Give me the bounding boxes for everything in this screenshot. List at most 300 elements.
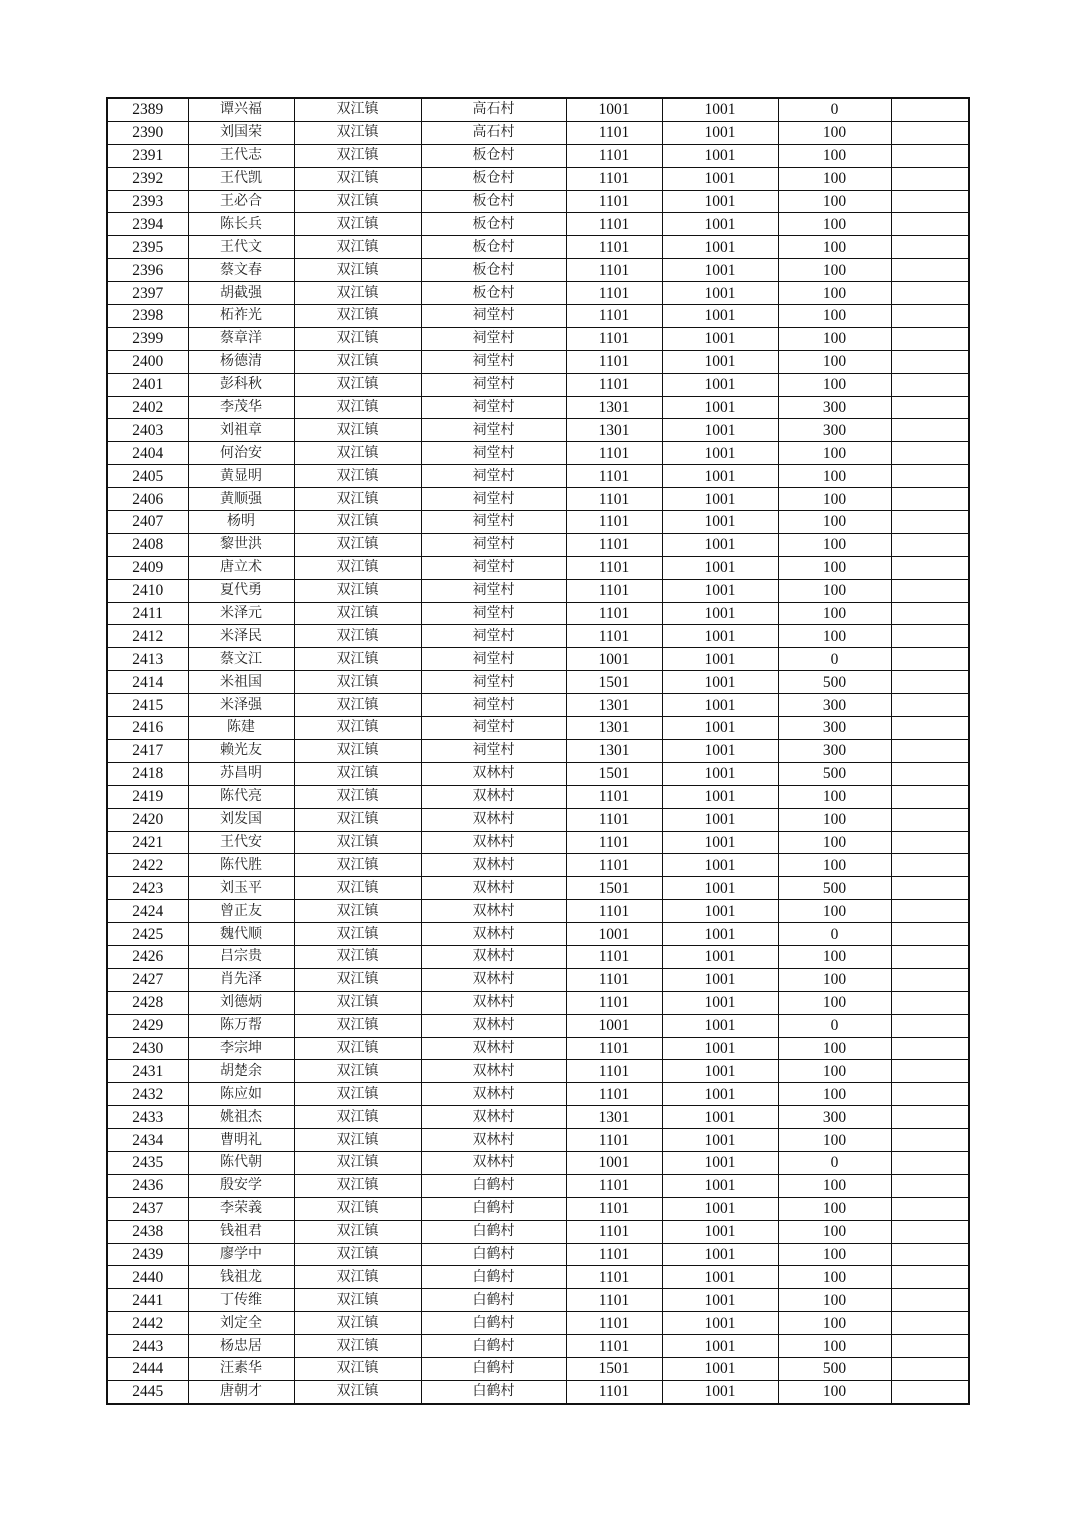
name-cell: 廖学中: [188, 1243, 294, 1266]
row-number-cell: 2409: [107, 556, 188, 579]
table-row: [107, 648, 969, 671]
remark-cell: [891, 831, 969, 854]
village-cell: 双林村: [421, 945, 566, 968]
name-cell: 魏代顺: [188, 923, 294, 946]
row-number-cell: 2445: [107, 1380, 188, 1403]
value-b-cell: 1001: [662, 1220, 778, 1243]
table-body: [107, 98, 969, 1404]
name-cell: 王代安: [188, 831, 294, 854]
amount-cell: 500: [778, 1357, 891, 1380]
amount-cell: 100: [778, 1060, 891, 1083]
town-cell: 双江镇: [294, 739, 421, 762]
name-cell: 吕宗贵: [188, 945, 294, 968]
value-a-cell: 1101: [566, 625, 662, 648]
table-row: [107, 900, 969, 923]
town-cell: 双江镇: [294, 1151, 421, 1174]
town-cell: 双江镇: [294, 694, 421, 717]
value-a-cell: 1101: [566, 167, 662, 190]
value-b-cell: 1001: [662, 717, 778, 740]
remark-cell: [891, 533, 969, 556]
table-row: [107, 785, 969, 808]
name-cell: 柘祚光: [188, 305, 294, 328]
town-cell: 双江镇: [294, 1106, 421, 1129]
name-cell: 汪素华: [188, 1357, 294, 1380]
village-cell: 白鹤村: [421, 1174, 566, 1197]
value-a-cell: 1101: [566, 991, 662, 1014]
name-cell: 蔡文春: [188, 259, 294, 282]
name-cell: 钱祖君: [188, 1220, 294, 1243]
value-a-cell: 1101: [566, 808, 662, 831]
name-cell: 李茂华: [188, 396, 294, 419]
row-number-cell: 2442: [107, 1312, 188, 1335]
village-cell: 祠堂村: [421, 648, 566, 671]
town-cell: 双江镇: [294, 1220, 421, 1243]
remark-cell: [891, 1335, 969, 1358]
remark-cell: [891, 98, 969, 121]
name-cell: 刘国荣: [188, 121, 294, 144]
amount-cell: 0: [778, 1151, 891, 1174]
value-b-cell: 1001: [662, 259, 778, 282]
row-number-cell: 2397: [107, 282, 188, 305]
village-cell: 白鹤村: [421, 1357, 566, 1380]
town-cell: 双江镇: [294, 465, 421, 488]
remark-cell: [891, 1037, 969, 1060]
remark-cell: [891, 1106, 969, 1129]
village-cell: 双林村: [421, 1129, 566, 1152]
town-cell: 双江镇: [294, 762, 421, 785]
town-cell: 双江镇: [294, 213, 421, 236]
amount-cell: 100: [778, 190, 891, 213]
name-cell: 米泽元: [188, 602, 294, 625]
village-cell: 祠堂村: [421, 717, 566, 740]
town-cell: 双江镇: [294, 831, 421, 854]
name-cell: 王必合: [188, 190, 294, 213]
town-cell: 双江镇: [294, 488, 421, 511]
amount-cell: 500: [778, 877, 891, 900]
amount-cell: 300: [778, 717, 891, 740]
value-a-cell: 1501: [566, 877, 662, 900]
row-number-cell: 2429: [107, 1014, 188, 1037]
name-cell: 殷安学: [188, 1174, 294, 1197]
town-cell: 双江镇: [294, 167, 421, 190]
amount-cell: 100: [778, 556, 891, 579]
remark-cell: [891, 1380, 969, 1403]
village-cell: 双林村: [421, 831, 566, 854]
value-b-cell: 1001: [662, 739, 778, 762]
value-a-cell: 1101: [566, 350, 662, 373]
village-cell: 祠堂村: [421, 396, 566, 419]
amount-cell: 100: [778, 511, 891, 534]
name-cell: 苏昌明: [188, 762, 294, 785]
value-b-cell: 1001: [662, 373, 778, 396]
town-cell: 双江镇: [294, 98, 421, 121]
row-number-cell: 2389: [107, 98, 188, 121]
town-cell: 双江镇: [294, 671, 421, 694]
name-cell: 何治安: [188, 442, 294, 465]
table-row: [107, 305, 969, 328]
row-number-cell: 2393: [107, 190, 188, 213]
remark-cell: [891, 1083, 969, 1106]
village-cell: 双林村: [421, 877, 566, 900]
remark-cell: [891, 1289, 969, 1312]
amount-cell: 100: [778, 1380, 891, 1403]
remark-cell: [891, 305, 969, 328]
village-cell: 双林村: [421, 1060, 566, 1083]
town-cell: 双江镇: [294, 854, 421, 877]
remark-cell: [891, 1357, 969, 1380]
name-cell: 王代凯: [188, 167, 294, 190]
town-cell: 双江镇: [294, 121, 421, 144]
amount-cell: 100: [778, 305, 891, 328]
village-cell: 祠堂村: [421, 602, 566, 625]
name-cell: 陈万帮: [188, 1014, 294, 1037]
name-cell: 刘德炳: [188, 991, 294, 1014]
row-number-cell: 2438: [107, 1220, 188, 1243]
amount-cell: 100: [778, 854, 891, 877]
village-cell: 板仓村: [421, 236, 566, 259]
table-row: [107, 625, 969, 648]
village-cell: 双林村: [421, 785, 566, 808]
value-a-cell: 1101: [566, 442, 662, 465]
table-row: [107, 1083, 969, 1106]
value-a-cell: 1001: [566, 1014, 662, 1037]
value-a-cell: 1101: [566, 305, 662, 328]
row-number-cell: 2405: [107, 465, 188, 488]
remark-cell: [891, 579, 969, 602]
town-cell: 双江镇: [294, 991, 421, 1014]
remark-cell: [891, 1220, 969, 1243]
amount-cell: 100: [778, 213, 891, 236]
village-cell: 祠堂村: [421, 625, 566, 648]
village-cell: 双林村: [421, 1106, 566, 1129]
village-cell: 祠堂村: [421, 579, 566, 602]
name-cell: 杨忠居: [188, 1335, 294, 1358]
table-row: [107, 373, 969, 396]
village-cell: 白鹤村: [421, 1289, 566, 1312]
value-b-cell: 1001: [662, 1357, 778, 1380]
table-row: [107, 533, 969, 556]
remark-cell: [891, 717, 969, 740]
amount-cell: 100: [778, 1129, 891, 1152]
town-cell: 双江镇: [294, 602, 421, 625]
table-row: [107, 991, 969, 1014]
value-a-cell: 1101: [566, 373, 662, 396]
value-a-cell: 1101: [566, 556, 662, 579]
amount-cell: 100: [778, 121, 891, 144]
value-a-cell: 1101: [566, 121, 662, 144]
value-b-cell: 1001: [662, 1129, 778, 1152]
value-b-cell: 1001: [662, 785, 778, 808]
row-number-cell: 2426: [107, 945, 188, 968]
value-a-cell: 1101: [566, 190, 662, 213]
value-a-cell: 1301: [566, 717, 662, 740]
value-b-cell: 1001: [662, 1243, 778, 1266]
amount-cell: 100: [778, 533, 891, 556]
table-row: [107, 923, 969, 946]
table-row: [107, 259, 969, 282]
value-a-cell: 1101: [566, 602, 662, 625]
village-cell: 板仓村: [421, 282, 566, 305]
row-number-cell: 2391: [107, 144, 188, 167]
value-a-cell: 1101: [566, 213, 662, 236]
value-b-cell: 1001: [662, 1380, 778, 1403]
value-a-cell: 1001: [566, 648, 662, 671]
value-b-cell: 1001: [662, 671, 778, 694]
village-cell: 双林村: [421, 808, 566, 831]
village-cell: 祠堂村: [421, 305, 566, 328]
name-cell: 李宗坤: [188, 1037, 294, 1060]
value-b-cell: 1001: [662, 1060, 778, 1083]
remark-cell: [891, 877, 969, 900]
town-cell: 双江镇: [294, 236, 421, 259]
name-cell: 杨德清: [188, 350, 294, 373]
row-number-cell: 2416: [107, 717, 188, 740]
table-row: [107, 1335, 969, 1358]
row-number-cell: 2390: [107, 121, 188, 144]
value-b-cell: 1001: [662, 350, 778, 373]
village-cell: 祠堂村: [421, 442, 566, 465]
table-row: [107, 236, 969, 259]
row-number-cell: 2406: [107, 488, 188, 511]
name-cell: 陈代亮: [188, 785, 294, 808]
remark-cell: [891, 694, 969, 717]
value-a-cell: 1501: [566, 1357, 662, 1380]
town-cell: 双江镇: [294, 419, 421, 442]
village-cell: 祠堂村: [421, 350, 566, 373]
town-cell: 双江镇: [294, 373, 421, 396]
table-row: [107, 602, 969, 625]
village-cell: 双林村: [421, 1014, 566, 1037]
row-number-cell: 2435: [107, 1151, 188, 1174]
row-number-cell: 2418: [107, 762, 188, 785]
name-cell: 蔡文江: [188, 648, 294, 671]
table-row: [107, 579, 969, 602]
town-cell: 双江镇: [294, 305, 421, 328]
value-a-cell: 1101: [566, 1174, 662, 1197]
name-cell: 夏代勇: [188, 579, 294, 602]
name-cell: 黄顺强: [188, 488, 294, 511]
table-row: [107, 762, 969, 785]
name-cell: 胡楚余: [188, 1060, 294, 1083]
table-row: [107, 854, 969, 877]
value-b-cell: 1001: [662, 190, 778, 213]
village-cell: 双林村: [421, 762, 566, 785]
remark-cell: [891, 671, 969, 694]
value-b-cell: 1001: [662, 98, 778, 121]
value-b-cell: 1001: [662, 1266, 778, 1289]
remark-cell: [891, 602, 969, 625]
value-b-cell: 1001: [662, 327, 778, 350]
row-number-cell: 2403: [107, 419, 188, 442]
row-number-cell: 2404: [107, 442, 188, 465]
town-cell: 双江镇: [294, 1243, 421, 1266]
row-number-cell: 2433: [107, 1106, 188, 1129]
town-cell: 双江镇: [294, 1014, 421, 1037]
remark-cell: [891, 923, 969, 946]
row-number-cell: 2421: [107, 831, 188, 854]
value-a-cell: 1301: [566, 694, 662, 717]
value-a-cell: 1101: [566, 945, 662, 968]
remark-cell: [891, 648, 969, 671]
value-b-cell: 1001: [662, 854, 778, 877]
value-b-cell: 1001: [662, 465, 778, 488]
row-number-cell: 2408: [107, 533, 188, 556]
value-a-cell: 1101: [566, 1037, 662, 1060]
row-number-cell: 2440: [107, 1266, 188, 1289]
value-b-cell: 1001: [662, 1289, 778, 1312]
table-row: [107, 968, 969, 991]
village-cell: 板仓村: [421, 259, 566, 282]
village-cell: 祠堂村: [421, 533, 566, 556]
row-number-cell: 2399: [107, 327, 188, 350]
remark-cell: [891, 1243, 969, 1266]
table-row: [107, 694, 969, 717]
value-b-cell: 1001: [662, 579, 778, 602]
remark-cell: [891, 396, 969, 419]
table-row: [107, 1129, 969, 1152]
amount-cell: 300: [778, 694, 891, 717]
row-number-cell: 2419: [107, 785, 188, 808]
value-a-cell: 1101: [566, 282, 662, 305]
table-row: [107, 877, 969, 900]
row-number-cell: 2443: [107, 1335, 188, 1358]
table-row: [107, 717, 969, 740]
town-cell: 双江镇: [294, 1037, 421, 1060]
amount-cell: 100: [778, 1289, 891, 1312]
row-number-cell: 2413: [107, 648, 188, 671]
row-number-cell: 2431: [107, 1060, 188, 1083]
value-a-cell: 1501: [566, 762, 662, 785]
value-a-cell: 1501: [566, 671, 662, 694]
table-row: [107, 121, 969, 144]
value-b-cell: 1001: [662, 1014, 778, 1037]
value-b-cell: 1001: [662, 511, 778, 534]
village-cell: 祠堂村: [421, 465, 566, 488]
remark-cell: [891, 373, 969, 396]
town-cell: 双江镇: [294, 1083, 421, 1106]
amount-cell: 500: [778, 671, 891, 694]
town-cell: 双江镇: [294, 1312, 421, 1335]
remark-cell: [891, 144, 969, 167]
table-row: [107, 1106, 969, 1129]
value-a-cell: 1101: [566, 533, 662, 556]
value-b-cell: 1001: [662, 1197, 778, 1220]
amount-cell: 100: [778, 465, 891, 488]
name-cell: 刘玉平: [188, 877, 294, 900]
name-cell: 陈应如: [188, 1083, 294, 1106]
row-number-cell: 2420: [107, 808, 188, 831]
value-a-cell: 1301: [566, 1106, 662, 1129]
town-cell: 双江镇: [294, 282, 421, 305]
value-a-cell: 1101: [566, 327, 662, 350]
name-cell: 王代志: [188, 144, 294, 167]
name-cell: 蔡章洋: [188, 327, 294, 350]
value-a-cell: 1101: [566, 236, 662, 259]
name-cell: 曹明礼: [188, 1129, 294, 1152]
value-a-cell: 1101: [566, 968, 662, 991]
amount-cell: 100: [778, 945, 891, 968]
town-cell: 双江镇: [294, 1266, 421, 1289]
town-cell: 双江镇: [294, 808, 421, 831]
town-cell: 双江镇: [294, 785, 421, 808]
value-a-cell: 1001: [566, 98, 662, 121]
amount-cell: 100: [778, 1335, 891, 1358]
row-number-cell: 2414: [107, 671, 188, 694]
town-cell: 双江镇: [294, 877, 421, 900]
remark-cell: [891, 625, 969, 648]
value-a-cell: 1101: [566, 1312, 662, 1335]
amount-cell: 500: [778, 762, 891, 785]
remark-cell: [891, 1174, 969, 1197]
row-number-cell: 2422: [107, 854, 188, 877]
village-cell: 祠堂村: [421, 739, 566, 762]
remark-cell: [891, 808, 969, 831]
amount-cell: 300: [778, 396, 891, 419]
table-row: [107, 1174, 969, 1197]
value-b-cell: 1001: [662, 1106, 778, 1129]
value-b-cell: 1001: [662, 305, 778, 328]
table-row: [107, 1312, 969, 1335]
remark-cell: [891, 282, 969, 305]
row-number-cell: 2407: [107, 511, 188, 534]
table-row: [107, 98, 969, 121]
village-cell: 白鹤村: [421, 1220, 566, 1243]
remark-cell: [891, 1197, 969, 1220]
village-cell: 高石村: [421, 98, 566, 121]
row-number-cell: 2412: [107, 625, 188, 648]
table-row: [107, 442, 969, 465]
amount-cell: 100: [778, 991, 891, 1014]
table-row: [107, 167, 969, 190]
row-number-cell: 2425: [107, 923, 188, 946]
value-a-cell: 1101: [566, 1197, 662, 1220]
table-row: [107, 739, 969, 762]
remark-cell: [891, 1312, 969, 1335]
name-cell: 唐朝才: [188, 1380, 294, 1403]
remark-cell: [891, 190, 969, 213]
value-b-cell: 1001: [662, 121, 778, 144]
value-b-cell: 1001: [662, 488, 778, 511]
remark-cell: [891, 739, 969, 762]
remark-cell: [891, 167, 969, 190]
village-cell: 祠堂村: [421, 327, 566, 350]
village-cell: 祠堂村: [421, 511, 566, 534]
town-cell: 双江镇: [294, 442, 421, 465]
table-row: [107, 1037, 969, 1060]
value-a-cell: 1301: [566, 419, 662, 442]
row-number-cell: 2427: [107, 968, 188, 991]
row-number-cell: 2415: [107, 694, 188, 717]
amount-cell: 100: [778, 900, 891, 923]
town-cell: 双江镇: [294, 144, 421, 167]
table-row: [107, 808, 969, 831]
remark-cell: [891, 900, 969, 923]
amount-cell: 100: [778, 968, 891, 991]
value-a-cell: 1101: [566, 144, 662, 167]
village-cell: 板仓村: [421, 144, 566, 167]
table-row: [107, 1266, 969, 1289]
amount-cell: 100: [778, 1266, 891, 1289]
value-b-cell: 1001: [662, 945, 778, 968]
village-cell: 高石村: [421, 121, 566, 144]
remark-cell: [891, 327, 969, 350]
town-cell: 双江镇: [294, 1289, 421, 1312]
value-a-cell: 1101: [566, 831, 662, 854]
name-cell: 唐立术: [188, 556, 294, 579]
table-row: [107, 1014, 969, 1037]
remark-cell: [891, 419, 969, 442]
remark-cell: [891, 556, 969, 579]
